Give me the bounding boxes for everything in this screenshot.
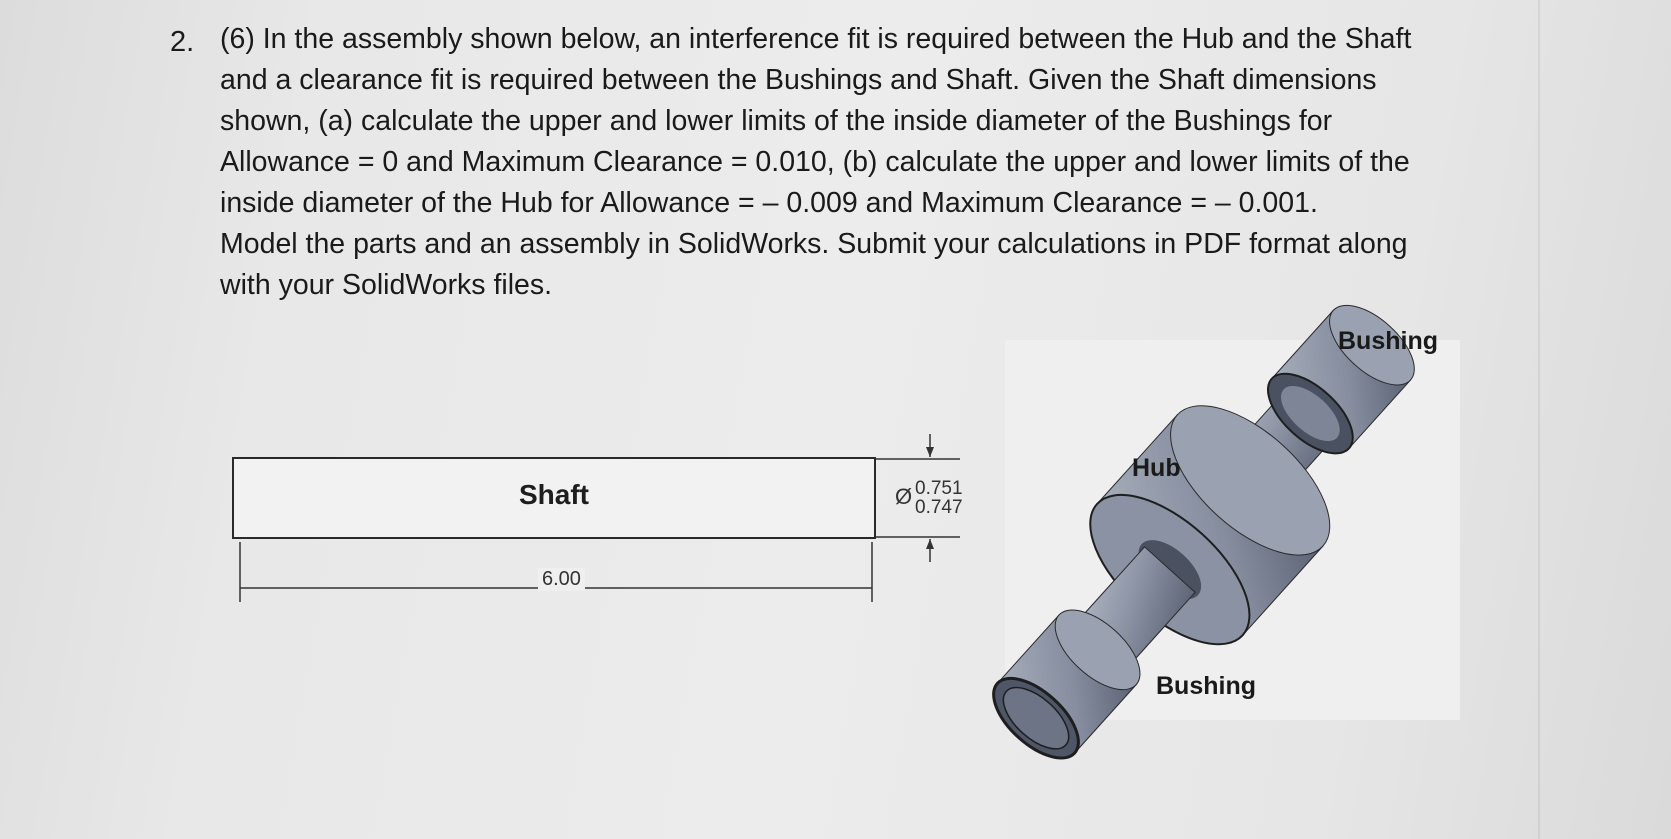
label-hub: Hub bbox=[1132, 454, 1181, 482]
shaft-label: Shaft bbox=[519, 479, 589, 510]
label-bushing-bottom: Bushing bbox=[1156, 672, 1256, 700]
shaft-length-dimension: 6.00 bbox=[538, 568, 585, 591]
diameter-lower-limit: 0.747 bbox=[915, 497, 963, 518]
diameter-upper-limit: 0.751 bbox=[915, 478, 963, 499]
label-bushing-top: Bushing bbox=[1338, 327, 1438, 355]
diameter-symbol: Ø bbox=[895, 484, 913, 509]
question-text: (6) In the assembly shown below, an interference fit is required between the Hub and the Shaft and a clearance fit is required between the Bushings and Shaft. Given the Shaft dimensions shown, (a) calculate the upper and lower limits of the inside diameter of the Bushings for Allowance = 0 and Maximum Clearance = 0.010, (b) calculate the upper and lower limits of the inside diameter of the Hub for Allowance = – 0.009 and Maximum Clearance = – 0.001. Model the parts and an assembly in SolidWorks. Submit your calculations in PDF format along with your SolidWorks files. bbox=[220, 23, 1412, 301]
question-number: 2. bbox=[170, 26, 195, 58]
